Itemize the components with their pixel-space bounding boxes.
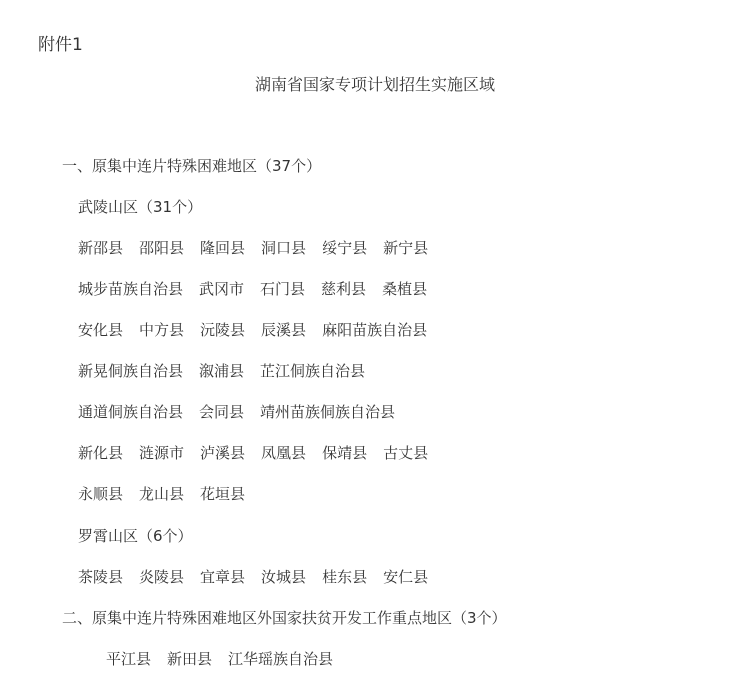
- county-name: 中方县: [139, 321, 185, 339]
- attachment-label: 附件1: [38, 35, 83, 55]
- wuling-heading: 武陵山区（31个）: [78, 198, 203, 216]
- county-name: 绥宁县: [322, 239, 368, 257]
- county-name: 新田县: [167, 650, 213, 668]
- county-name: 龙山县: [139, 485, 185, 503]
- county-row: [78, 483, 261, 504]
- county-name: 溆浦县: [199, 362, 245, 380]
- county-row: [78, 360, 381, 381]
- county-name: 邵阳县: [139, 239, 185, 257]
- county-name: 江华瑶族自治县: [228, 650, 334, 668]
- county-name: 会同县: [199, 403, 245, 421]
- county-name: 桑植县: [382, 280, 428, 298]
- county-name: 城步苗族自治县: [78, 280, 184, 298]
- county-name: 新邵县: [78, 239, 124, 257]
- county-name: 汝城县: [261, 568, 307, 586]
- county-name: 沅陵县: [200, 321, 246, 339]
- county-name: 保靖县: [322, 444, 368, 462]
- county-name: 炎陵县: [139, 568, 185, 586]
- section2-heading: 二、原集中连片特殊困难地区外国家扶贫开发工作重点地区（3个）: [62, 609, 507, 627]
- county-name: 桂东县: [322, 568, 368, 586]
- county-name: 安化县: [78, 321, 124, 339]
- county-row: [78, 566, 444, 587]
- county-row: [78, 442, 444, 463]
- county-name: 石门县: [260, 280, 306, 298]
- county-name: 芷江侗族自治县: [260, 362, 366, 380]
- county-name: 永顺县: [78, 485, 124, 503]
- county-name: 靖州苗族侗族自治县: [260, 403, 396, 421]
- county-name: 通道侗族自治县: [78, 403, 184, 421]
- county-name: 慈利县: [321, 280, 367, 298]
- county-name: 平江县: [106, 650, 152, 668]
- county-name: 武冈市: [199, 280, 245, 298]
- county-name: 新宁县: [383, 239, 429, 257]
- county-name: 隆回县: [200, 239, 246, 257]
- county-name: 新化县: [78, 444, 124, 462]
- county-row: [106, 648, 349, 669]
- county-name: 麻阳苗族自治县: [322, 321, 428, 339]
- county-name: 古丈县: [383, 444, 429, 462]
- county-name: 花垣县: [200, 485, 246, 503]
- county-name: 安仁县: [383, 568, 429, 586]
- luoxiao-heading: 罗霄山区（6个）: [78, 527, 193, 545]
- county-name: 洞口县: [261, 239, 307, 257]
- county-row: [78, 237, 444, 258]
- document-title: 湖南省国家专项计划招生实施区域: [254, 75, 495, 94]
- county-name: 辰溪县: [261, 321, 307, 339]
- county-row: [78, 319, 443, 340]
- county-name: 泸溪县: [200, 444, 246, 462]
- county-name: 新晃侗族自治县: [78, 362, 184, 380]
- county-name: 茶陵县: [78, 568, 124, 586]
- county-row: [78, 278, 443, 299]
- county-row: [78, 401, 411, 422]
- county-name: 凤凰县: [261, 444, 307, 462]
- county-name: 涟源市: [139, 444, 185, 462]
- county-name: 宜章县: [200, 568, 246, 586]
- section1-heading: 一、原集中连片特殊困难地区（37个）: [62, 157, 322, 175]
